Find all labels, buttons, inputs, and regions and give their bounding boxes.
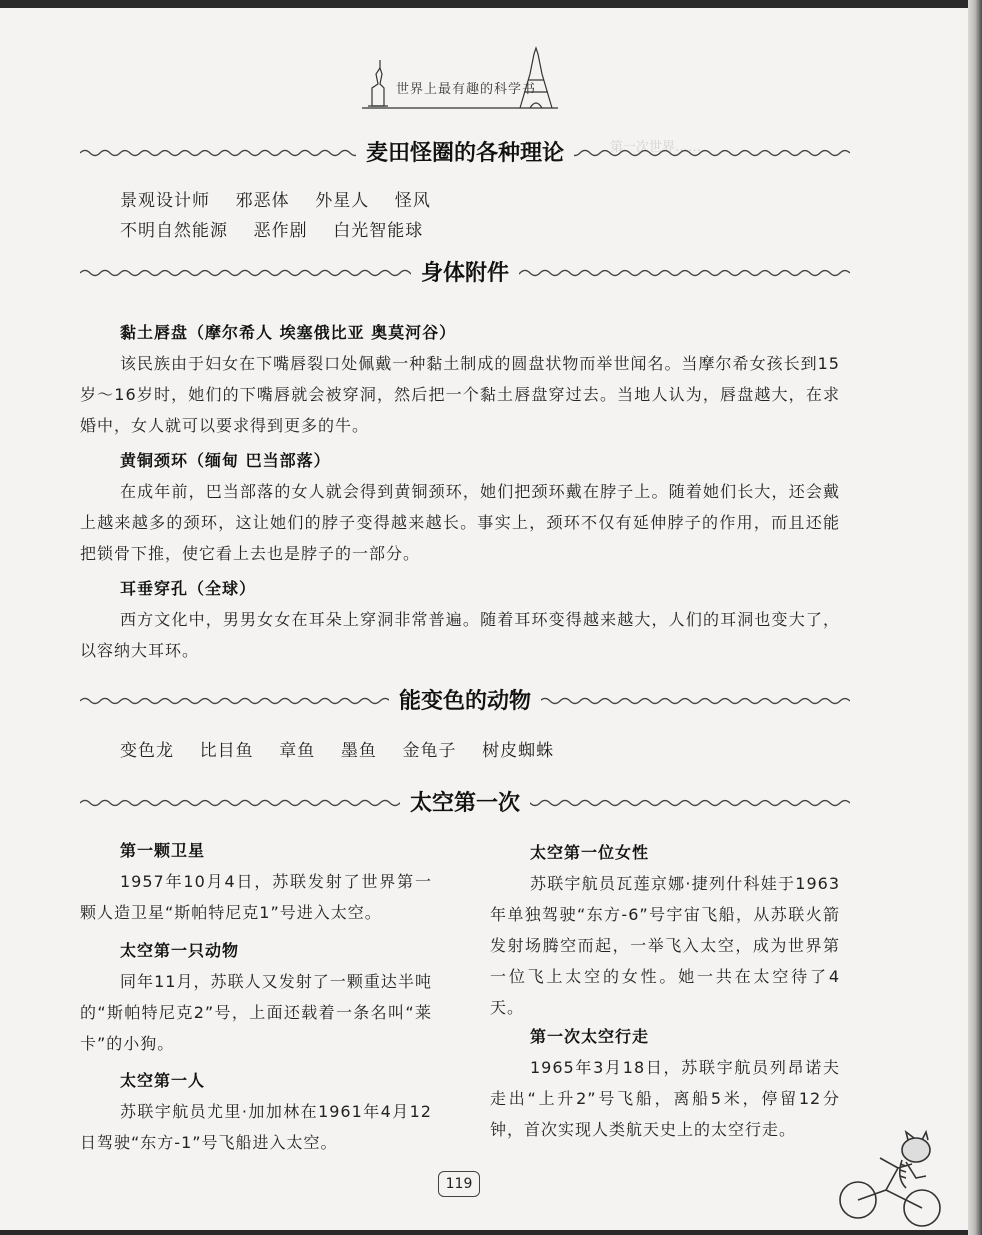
section-title-text: 麦田怪圈的各种理论 [356, 141, 574, 166]
running-head [360, 44, 560, 114]
theory-item: 邪恶体 [235, 191, 290, 211]
animal-item: 金龟子 [402, 741, 457, 761]
item-heading: 黏土唇盘（摩尔希人 埃塞俄比亚 奥莫河谷） [120, 323, 457, 342]
running-title: 世界上最有趣的科学书 [396, 82, 537, 97]
section-title-space-firsts [80, 786, 850, 816]
cyclist-cat-illustration-icon [836, 1128, 956, 1233]
item-body: 1965年3月18日，苏联宇航员列昂诺夫走出“上升2”号飞船，离船5米，停留12分钟，首次实现人类航天史上的太空行走。 [490, 1058, 840, 1139]
animal-item: 比目鱼 [199, 741, 254, 761]
theory-item: 恶作剧 [253, 221, 308, 241]
theory-item: 不明自然能源 [120, 221, 228, 241]
item-body: 1957年10月4日，苏联发射了世界第一颗人造卫星“斯帕特尼克1”号进入太空。 [80, 872, 432, 922]
theory-item: 景观设计师 [120, 191, 210, 211]
bleed-through-text: 第一次世界…… [610, 140, 702, 155]
page-edge [968, 0, 982, 1235]
section-title-body-attachments [80, 256, 850, 286]
item-body: 西方文化中，男男女女在耳朵上穿洞非常普遍。随着耳环变得越来越大，人们的耳洞也变大了，以容纳大耳环。 [80, 610, 840, 660]
animal-item: 章鱼 [279, 741, 316, 761]
item-body: 同年11月，苏联人又发射了一颗重达半吨的“斯帕特尼克2”号，上面还载着一条名叫“莱卡”的小狗。 [80, 972, 432, 1053]
theory-item: 白光智能球 [333, 221, 424, 241]
animal-item: 树皮蜘蛛 [482, 741, 555, 761]
item-heading: 太空第一人 [120, 1071, 206, 1090]
item-heading: 第一次太空行走 [530, 1027, 650, 1046]
item-heading: 黄铜颈环（缅甸 巴当部落） [120, 451, 331, 470]
section-title-color-changing-animals [80, 684, 850, 714]
section-title-crop-circle-theories [80, 136, 850, 166]
theory-item: 怪风 [394, 191, 431, 211]
item-heading: 耳垂穿孔（全球） [120, 579, 257, 598]
item-heading: 太空第一只动物 [120, 941, 240, 960]
item-body: 在成年前，巴当部落的女人就会得到黄铜颈环，她们把颈环戴在脖子上。随着她们长大，还会戴上越来越多的颈环，这让她们的脖子变得越来越长。事实上，颈环不仅有延伸脖子的作用，而且还能把锁骨下推，使它看上去也是脖子的一部分。 [80, 482, 840, 563]
section-title-text: 身体附件 [411, 261, 519, 286]
theory-list-line-2 [120, 216, 423, 246]
book-page [0, 8, 969, 1230]
item-heading: 太空第一位女性 [530, 843, 650, 862]
theory-item: 外星人 [315, 191, 370, 211]
page-number: 119 [438, 1171, 480, 1197]
animal-item: 变色龙 [120, 741, 174, 761]
item-body: 该民族由于妇女在下嘴唇裂口处佩戴一种黏土制成的圆盘状物而举世闻名。当摩尔希女孩长到15岁～16岁时，她们的下嘴唇就会被穿洞，然后把一个黏土唇盘穿过去。当地人认为，唇盘越大，在求婚中，女人就可以要求得到更多的牛。 [80, 354, 840, 435]
item-body: 苏联宇航员瓦莲京娜·捷列什科娃于1963年单独驾驶“东方-6”号宇宙飞船，从苏联火箭发射场腾空而起，一举飞入太空，成为世界第一位飞上太空的女性。她一共在太空待了4天。 [490, 874, 840, 1017]
item-body: 苏联宇航员尤里·加加林在1961年4月12日驾驶“东方-1”号飞船进入太空。 [80, 1102, 432, 1152]
item-heading: 第一颗卫星 [120, 841, 206, 860]
section-title-text: 能变色的动物 [389, 689, 541, 714]
section-title-text: 太空第一次 [400, 791, 530, 816]
animal-list [120, 736, 554, 766]
scan-border-top [0, 0, 982, 8]
animal-item: 墨鱼 [340, 741, 377, 761]
theory-list-line-1 [120, 186, 431, 216]
